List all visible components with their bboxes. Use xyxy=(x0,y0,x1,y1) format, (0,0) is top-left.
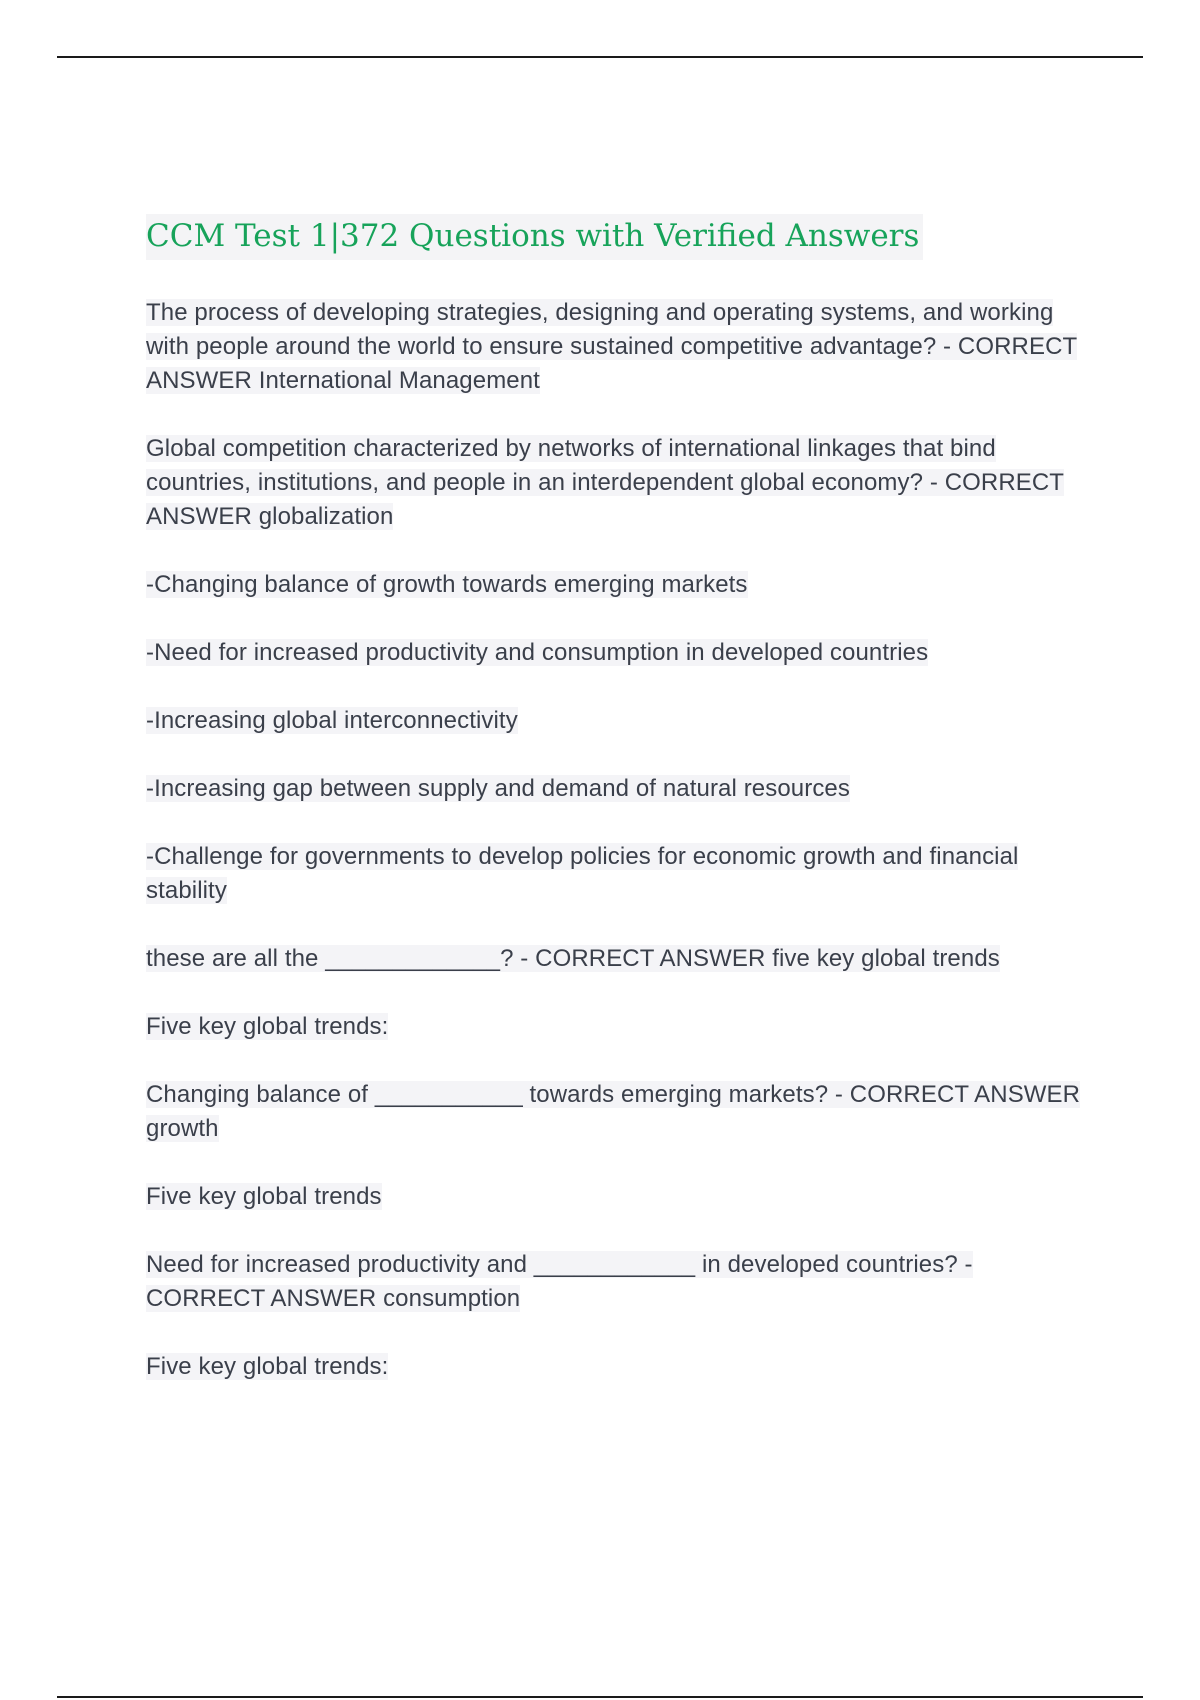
paragraph-text: The process of developing strategies, designing and operating systems, and working with people around the world to ensure sustained competitive advantage? - CORRECT ANSWER International Management xyxy=(146,299,1078,394)
paragraph-text: Need for increased productivity and ____________ in developed countries? - CORRECT ANSWER consumption xyxy=(146,1251,973,1312)
paragraph-definition-globalization xyxy=(146,432,1096,534)
paragraph-text: Global competition characterized by networks of international linkages that bind countries, institutions, and people in an interdependent global economy? - CORRECT ANSWER globalization xyxy=(146,435,1065,530)
document-body xyxy=(146,214,1096,1418)
paragraph-text: Five key global trends xyxy=(146,1183,382,1210)
paragraph-trend-productivity xyxy=(146,636,1096,670)
paragraph-text: Five key global trends: xyxy=(146,1353,389,1380)
paragraph-definition-international-management xyxy=(146,296,1096,398)
paragraph-heading-trends xyxy=(146,1010,1096,1044)
paragraph-trend-interconnectivity xyxy=(146,704,1096,738)
paragraph-heading-trends xyxy=(146,1350,1096,1384)
paragraph-text: -Changing balance of growth towards emerging markets xyxy=(146,571,748,598)
paragraph-text: -Challenge for governments to develop policies for economic growth and financial stability xyxy=(146,843,1019,904)
paragraph-text: -Need for increased productivity and consumption in developed countries xyxy=(146,639,929,666)
paragraph-text: -Increasing gap between supply and demand of natural resources xyxy=(146,775,850,802)
paragraph-question-consumption xyxy=(146,1248,1096,1316)
paragraph-question-growth xyxy=(146,1078,1096,1146)
paragraph-heading-trends xyxy=(146,1180,1096,1214)
top-rule xyxy=(57,56,1143,58)
paragraph-trend-growth xyxy=(146,568,1096,602)
paragraph-text: Five key global trends: xyxy=(146,1013,389,1040)
paragraph-text: Changing balance of ___________ towards emerging markets? - CORRECT ANSWER growth xyxy=(146,1081,1081,1142)
paragraph-text: these are all the _____________? - CORRECT ANSWER five key global trends xyxy=(146,945,1000,972)
paragraph-trend-governments xyxy=(146,840,1096,908)
document-title: CCM Test 1|372 Questions with Verified Answers xyxy=(146,214,923,260)
bottom-rule xyxy=(57,1696,1143,1698)
paragraph-question-five-key-trends xyxy=(146,942,1096,976)
paragraph-text: -Increasing global interconnectivity xyxy=(146,707,518,734)
paragraph-trend-resources xyxy=(146,772,1096,806)
